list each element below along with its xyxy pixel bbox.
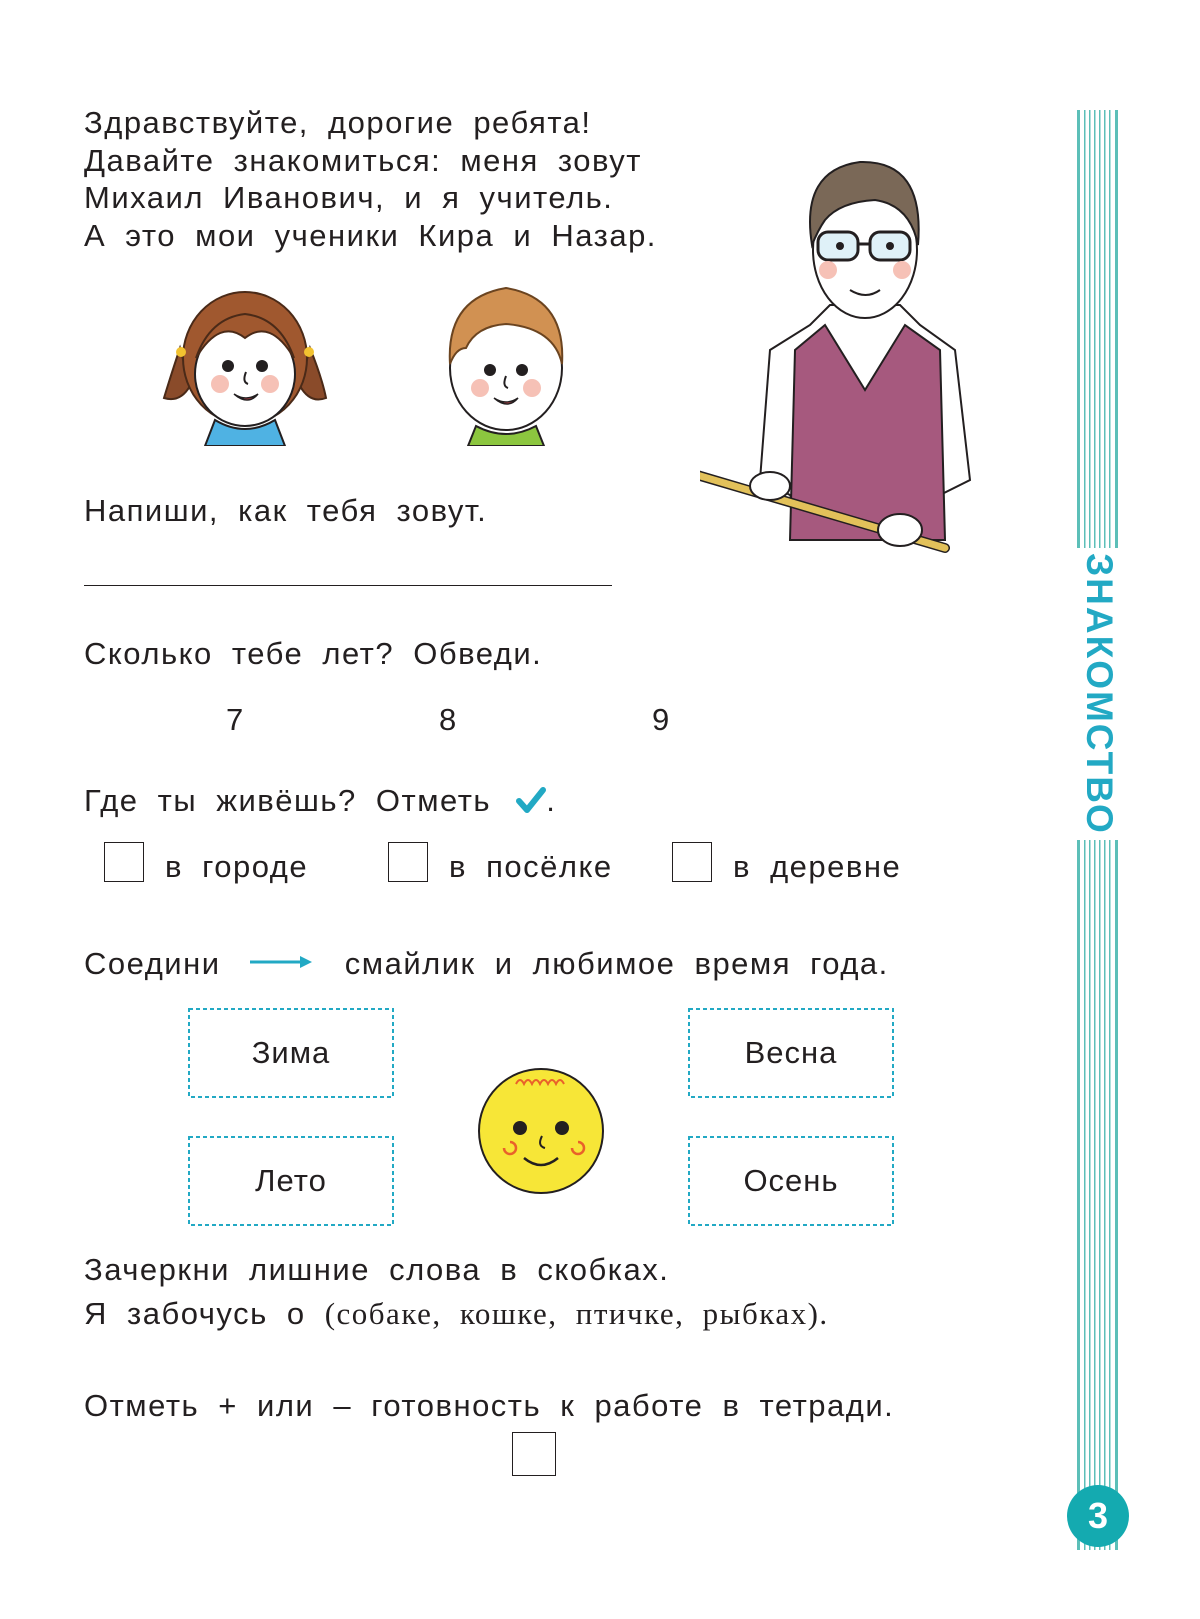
connect-prompt-start: Соедини xyxy=(84,946,221,981)
countryside-label: в деревне xyxy=(733,849,902,884)
age-prompt: Сколько тебе лет? Обведи. xyxy=(84,636,543,671)
age-option-9[interactable]: 9 xyxy=(652,702,670,737)
season-winter-label: Зима xyxy=(251,1035,331,1070)
season-summer-box[interactable] xyxy=(186,1134,396,1228)
connect-prompt-end: смайлик и любимое время года. xyxy=(344,946,889,981)
smiley-icon[interactable] xyxy=(476,1066,606,1196)
intro-line: Михаил Иванович, и я учитель. xyxy=(84,180,614,215)
connect-prompt xyxy=(84,948,889,979)
season-spring-box[interactable] xyxy=(686,1006,896,1100)
age-option-7[interactable]: 7 xyxy=(226,702,244,737)
intro-paragraph xyxy=(84,104,657,254)
residence-prompt-period: . xyxy=(546,783,557,818)
section-title: ЗНАКОМСТВО xyxy=(1079,553,1120,835)
name-answer-line[interactable] xyxy=(84,585,612,586)
section-title-band xyxy=(1077,548,1121,840)
season-autumn-box[interactable] xyxy=(686,1134,896,1228)
strike-words[interactable]: (собаке, кошке, птичке, рыбках). xyxy=(324,1296,829,1331)
boy-nazar-illustration xyxy=(436,278,576,446)
readiness-prompt: Отметь + или – готовность к работе в тетради. xyxy=(84,1388,895,1423)
girl-kira-illustration xyxy=(160,278,330,446)
village-settlement-label: в посёлке xyxy=(449,849,613,884)
intro-line: А это мои ученики Кира и Назар. xyxy=(84,217,657,253)
countryside-checkbox[interactable] xyxy=(672,842,712,882)
intro-line: Давайте знакомиться: меня зовут xyxy=(84,142,642,178)
season-summer-label: Лето xyxy=(255,1163,327,1198)
season-spring-label: Весна xyxy=(744,1035,838,1070)
residence-prompt xyxy=(84,785,556,816)
intro-line: Здравствуйте, дорогие ребята! xyxy=(84,105,592,140)
city-label: в городе xyxy=(165,849,309,884)
age-option-8[interactable]: 8 xyxy=(439,702,457,737)
city-checkbox[interactable] xyxy=(104,842,144,882)
season-autumn-label: Осень xyxy=(743,1163,839,1198)
arrow-right-icon xyxy=(248,954,314,970)
strike-sentence-start: Я забочусь о xyxy=(84,1296,306,1331)
residence-prompt-text: Где ты живёшь? Отметь xyxy=(84,783,492,818)
page-number: 3 xyxy=(1067,1485,1129,1547)
strike-prompt: Зачеркни лишние слова в скобках. xyxy=(84,1252,670,1287)
strike-sentence xyxy=(84,1298,829,1329)
readiness-checkbox[interactable] xyxy=(512,1432,556,1476)
checkmark-icon xyxy=(516,787,546,815)
name-prompt: Напиши, как тебя зовут. xyxy=(84,493,488,528)
village-settlement-checkbox[interactable] xyxy=(388,842,428,882)
teacher-illustration xyxy=(700,150,1005,580)
season-winter-box[interactable] xyxy=(186,1006,396,1100)
